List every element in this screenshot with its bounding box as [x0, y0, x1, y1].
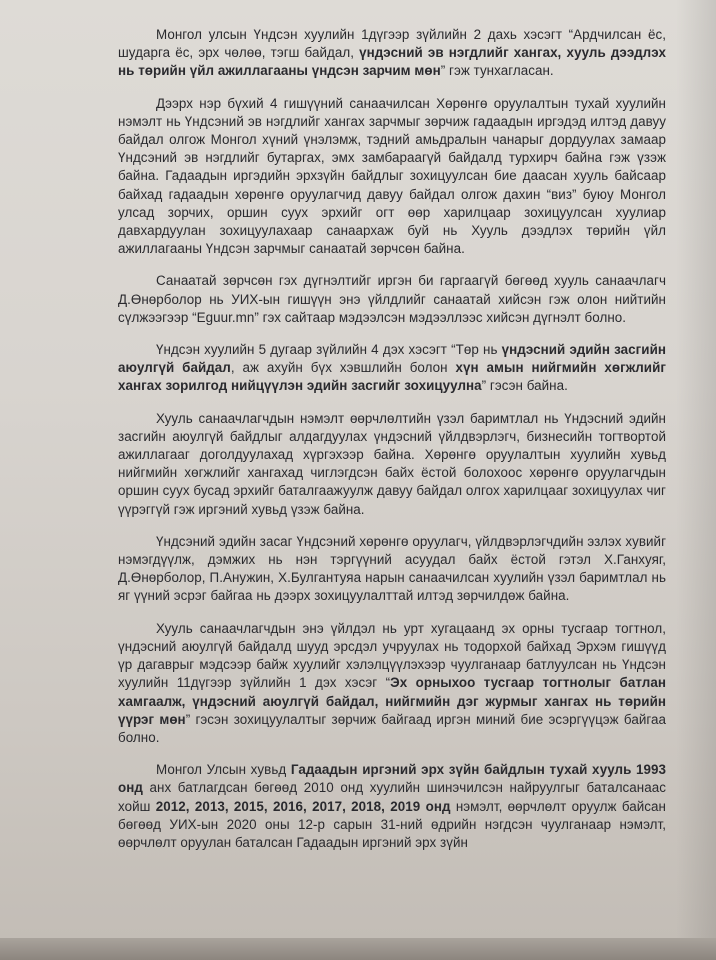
bold-text-run: үндэсний эдийн засгийн аюулгүй байдал — [118, 342, 666, 376]
text-run: Монгол улсын Үндсэн хуулийн 1дүгээр зүйлийн 2 дахь хэсэгт “Ардчилсан ёс, шударга ёс, эрх чөлөө, тэгш байдал, — [118, 27, 666, 61]
paragraph — [118, 761, 666, 852]
text-run: Үндсэний эдийн засаг Үндсэний хөрөнгө оруулагч, үйлдвэрлэгчдийн эзлэх хувийг нэмэгдүүлж, дэмжих нь нэн тэргүүний асуудал байх ёстой гэтэл Х.Ганхуяг, Д.Өнөрболор, П.Анужин, Х.Булгантуяа нарын санаачилсан хуулийн үзэл баримтлал нь яг үүний эсрэг байгаа нь дээрх зохицуулалттай илтэд зөрчилдөж байна. — [118, 533, 666, 604]
page-edge-shadow — [676, 0, 716, 960]
bold-text-run: үндэсний эв нэгдлийг хангах, хууль дээдлэх нь төрийн үйл ажиллагааны үндсэн зарчим мөн — [118, 45, 666, 79]
bold-text-run: Гадаадын иргэний эрх зүйн байдлын тухай хууль 1993 онд — [118, 762, 666, 796]
text-run: Дээрх нэр бүхий 4 гишүүний санаачилсан Хөрөнгө оруулалтын тухай хуулийн нэмэлт нь Үндсэний эв нэгдлийг хангах зарчмыг зөрчиж гадаадын иргэдэд илтэд давуу байдал олгож Монгол хүний үнэлэмж, тэдний амьдралын чанарыг дордуулах замаар Үндсэний эв нэгдлийг бутаргах, эмх замбараагүй байдалд турхирч байна гэж үзэж байна. Гадаадын иргэдийн эрхзүйн байдлыг зохицуулсан бие даасан хууль байсаар байхад гадаадын хөрөнгө оруулагчид давуу байдал олгож дахин “виз” буюу Монгол улсад зорчих, оршин суух эрхийг огт өөр харилцаар зохицуулсан хуулиар давхардуулан зохицуулахаар санаархаж буй нь Хууль дээдлэх төрийн үйл ажиллагааны Үндсэн зарчмыг санаатай зөрчсөн байна. — [118, 95, 666, 257]
text-run: ” гэсэн байна. — [481, 378, 568, 394]
text-run: Үндсэн хуулийн 5 дугаар зүйлийн 4 дэх хэсэгт “Төр нь — [156, 342, 502, 358]
text-run: нэмэлт, өөрчлөлт оруулж байсан бөгөөд УИХ-ын 2020 оны 12-р сарын 31-ний өдрийн нэгдсэн чуулганаар нэмэлт, өөрчлөлт оруулан баталсан Гадаадын иргэний эрх зүйн — [118, 798, 666, 850]
paragraph — [118, 341, 666, 396]
bold-text-run: хүн амын нийгмийн хөгжлийг хангах зорилгод нийцүүлэн эдийн засгийг зохицуулна — [118, 360, 666, 394]
text-run: Хууль санаачлагчдын энэ үйлдэл нь урт хугацаанд эх орны тусгаар тогтнол, үндэсний аюулгүй байдалд шууд эрсдэл учруулах нь тодорхой байхад Эрхэм гишүүд үр дагаврыг мэдсээр байж хуулийг хэлэлцүүлэхээр чуулганаар батлуулсан нь Үндсэн хуулийн 11дүгээр зүйлийн 1 дэх хэсэг “ — [118, 620, 666, 691]
paragraph — [118, 95, 666, 259]
paragraph — [118, 410, 666, 519]
paragraph — [118, 26, 666, 81]
bold-text-run: 2012, 2013, 2015, 2016, 2017, 2018, 2019 онд — [155, 798, 451, 814]
document-body — [118, 26, 666, 866]
text-run: Монгол Улсын хувьд — [156, 762, 291, 778]
text-run: Хууль санаачлагчдын нэмэлт өөрчлөлтийн үзэл баримтлал нь Үндэсний эдийн засгийн аюулгүй байдлыг алдагдуулах үндэсний үйлдвэрлэгч, бизнесийн тогтвортой ажиллагааг доголдуулахад хүргэхээр байна. Хөрөнгө оруулалтын хуулийн хувьд нийгмийн хөгжлийг хангахад чиглэгдсэн байх ёстой болохоос хөрөнгө оруулагчдын оршин суух бусад эрхийг баталгаажуулж давуу байдал олгох харилцааг зохицуулах чиг үүрэггүй гэж иргэний хувьд үзэж байна. — [118, 410, 666, 517]
bold-text-run: Эх орныхоо тусгаар тогтнолыг батлан хамгаалж, үндэсний аюулгүй байдал, нийгмийн дэг журмыг хангах нь төрийн үүрэг мөн — [118, 675, 666, 727]
text-run: , аж ахуйн бүх хэвшлийн болон — [230, 360, 456, 376]
text-run: анх батлагдсан бөгөөд 2010 онд хуулийн шинэчилсэн найруулгыг баталсанаас хойш — [118, 780, 666, 814]
text-run: ” гэсэн зохицуулалтыг зөрчиж байгаад иргэн миний бие эсэргүүцэж байгаа болно. — [118, 711, 666, 745]
paragraph — [118, 533, 666, 606]
paragraph — [118, 620, 666, 747]
text-run: Санаатай зөрчсөн гэх дүгнэлтийг иргэн би гаргаагүй бөгөөд хууль санаачлагч Д.Өнөрболор нь УИХ-ын гишүүн энэ үйлдлийг санаатай хийсэн гэж олон нийтийн сүлжээгээр “Eguur.mn” гэх сайтаар мэдээлсэн мэдээллээс хийсэн дүгнэлт болно. — [118, 273, 666, 325]
paragraph — [118, 272, 666, 327]
text-run: ” гэж тунхагласан. — [440, 63, 554, 79]
page-bottom-edge — [0, 938, 716, 960]
